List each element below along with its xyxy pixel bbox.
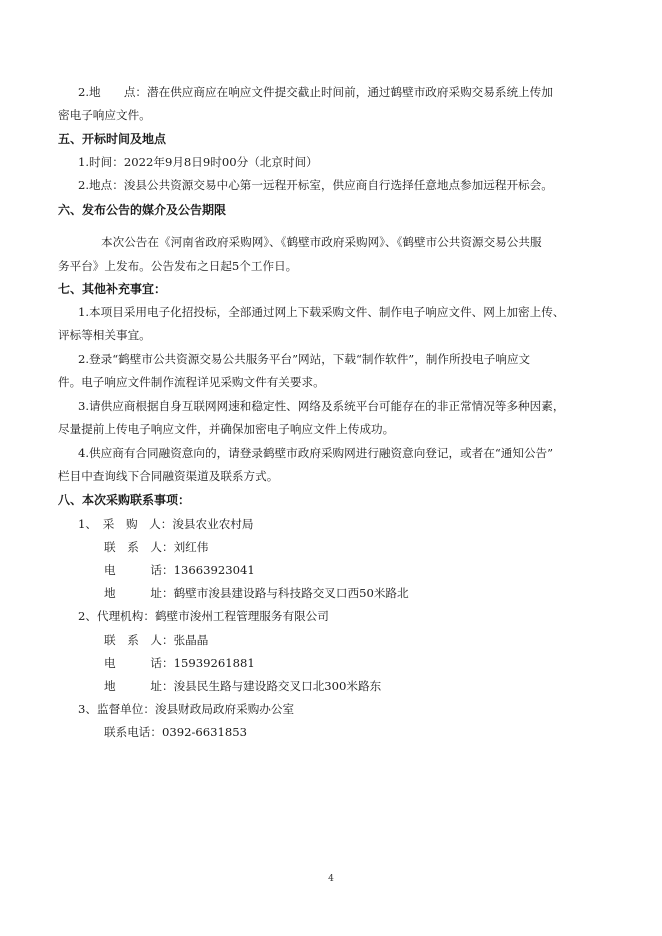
supplement-item-1-line-1: 1.本项目采用电子化招投标，全部通过网上下载采购文件、制作电子响应文件、网上加密上传、 xyxy=(78,305,565,319)
purchaser-address: 地 址：鹤壁市浚县建设路与科技路交叉口西50米路北 xyxy=(104,586,409,600)
bid-location-line-2: 密电子响应文件。 xyxy=(58,108,151,122)
agency-address: 地 址：浚县民生路与建设路交叉口北300米路东 xyxy=(104,679,382,693)
supplement-item-1-line-2: 评标等相关事宜。 xyxy=(58,328,151,342)
section-5-heading: 五、开标时间及地点 xyxy=(58,132,167,146)
opening-place: 2.地点：浚县公共资源交易中心第一远程开标室，供应商自行选择任意地点参加远程开标会。 xyxy=(78,178,553,192)
supplement-item-2-line-1: 2.登录“鹤壁市公共资源交易公共服务平台”网站，下载“制作软件”，制作所投电子响应文 xyxy=(78,352,531,366)
supplement-item-4-line-2: 栏目中查询线下合同融资渠道及联系方式。 xyxy=(58,469,279,483)
page-number: 4 xyxy=(328,874,334,884)
supplement-item-2-line-2: 件。电子响应文件制作流程详见采购文件有关要求。 xyxy=(58,375,325,389)
section-8-heading: 八、本次采购联系事项： xyxy=(58,493,191,507)
announcement-media-line-2: 务平台》上发布。公告发布之日起5个工作日。 xyxy=(58,259,298,273)
supervisor-name: 3、监督单位：浚县财政局政府采购办公室 xyxy=(78,702,295,716)
purchaser-contact: 联 系 人：刘红伟 xyxy=(104,540,209,554)
agency-name: 2、代理机构：鹤壁市浚州工程管理服务有限公司 xyxy=(78,609,329,623)
supplement-item-3-line-2: 尽量提前上传电子响应文件，并确保加密电子响应文件上传成功。 xyxy=(58,422,395,436)
section-6-heading: 六、发布公告的媒介及公告期限 xyxy=(58,203,227,217)
opening-time: 1.时间：2022年9月8日9时00分（北京时间） xyxy=(78,155,318,169)
purchaser-phone: 电 话：13663923041 xyxy=(104,563,255,577)
supplement-item-4-line-1: 4.供应商有合同融资意向的，请登录鹤壁市政府采购网进行融资意向登记，或者在“通知公告” xyxy=(78,446,554,460)
announcement-media-line-1: 本次公告在《河南省政府采购网》、《鹤壁市政府采购网》、《鹤壁市公共资源交易公共服 xyxy=(101,235,542,249)
purchaser-name: 1、 采 购 人：浚县农业农村局 xyxy=(78,517,254,531)
supplement-item-3-line-1: 3.请供应商根据自身互联网网速和稳定性、网络及系统平台可能存在的非正常情况等多种因素， xyxy=(78,399,565,413)
supervisor-phone: 联系电话：0392-6631853 xyxy=(104,725,248,739)
agency-phone: 电 话：15939261881 xyxy=(104,656,255,670)
section-7-heading: 七、其他补充事宜： xyxy=(58,282,167,296)
bid-location-line-1: 2.地 点：潜在供应商应在响应文件提交截止时间前，通过鹤壁市政府采购交易系统上传加 xyxy=(78,85,553,99)
agency-contact: 联 系 人：张晶晶 xyxy=(104,633,209,647)
